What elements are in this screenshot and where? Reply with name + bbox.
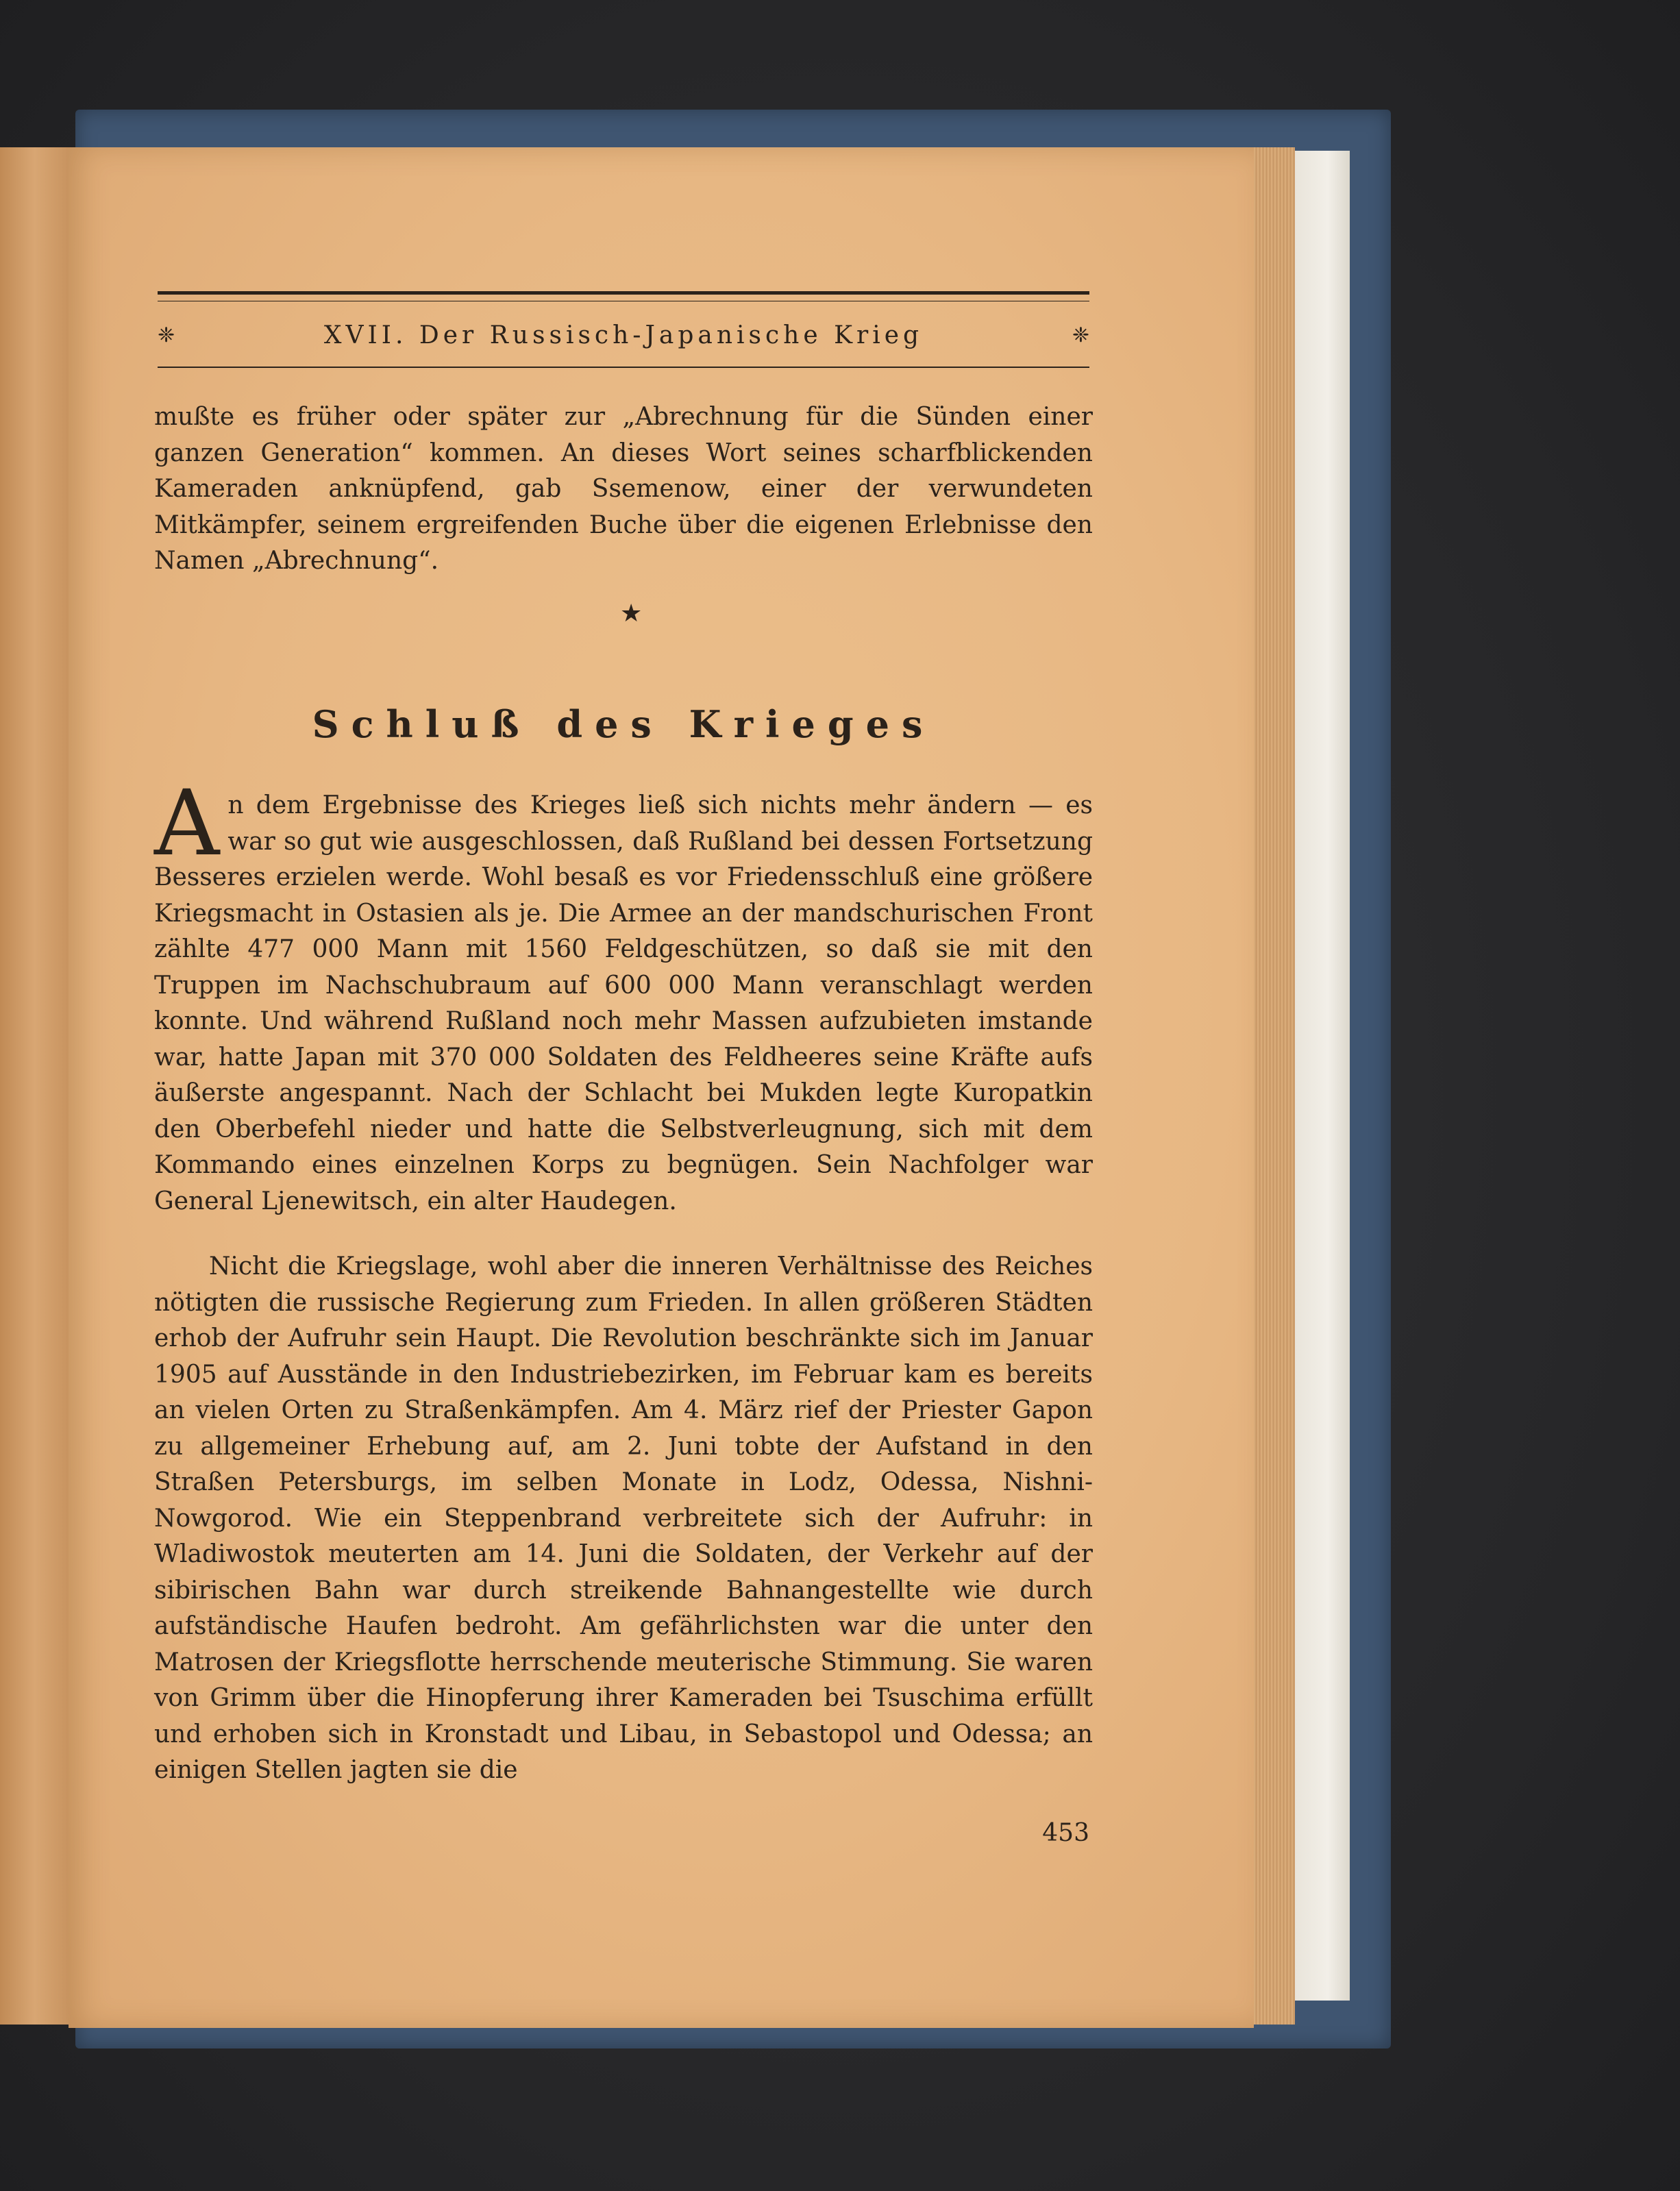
star-separator-icon: ★ bbox=[620, 599, 643, 628]
book-page bbox=[69, 147, 1254, 2028]
paragraph-opening-text: n dem Ergebnisse des Krieges ließ sich nichts mehr ändern — es war so gut wie ausgeschlossen, daß Rußland bei dessen Fortsetzung Besseres erzielen werde. Wohl besaß es vor Friedensschluß eine größere Kriegsmacht in Ostasien als je. Die Armee an der mandschurischen Front zählte 477 000 Mann mit 1560 Feldgeschützen, so daß sie mit den Truppen im Nachschubraum auf 600 000 Mann veranschlagt werden konnte. Und während Rußland noch mehr Massen aufzubieten imstande war, hatte Japan mit 370 000 Soldaten des Feldheeres seine Kräfte aufs äußerste angespannt. Nach der Schlacht bei Mukden legte Kuropatkin den Oberbefehl nieder und hatte die Selbstverleugnung, sich mit dem Kommando eines einzelnen Korps zu begnügen. Sein Nachfolger war General Ljenewitsch, ein alter Haudegen. bbox=[154, 791, 1093, 1215]
section-heading: Schluß des Krieges bbox=[312, 702, 935, 746]
paragraph-revolution: Nicht die Kriegslage, wohl aber die inneren Verhältnisse des Reiches nötigten die russische Regierung zum Frieden. In allen größeren Städten erhob der Aufruhr sein Haupt. Die Revolution beschränkte sich im Januar 1905 auf Ausstände in den Industriebezirken, im Februar kam es bereits an vielen Orten zu Straßenkämpfen. Am 4. März rief der Priester Gapon zu allgemeiner Erhebung auf, am 2. Juni tobte der Aufstand in den Straßen Petersburgs, im selben Monate in Lodz, Odessa, Nishni-Nowgorod. Wie ein Steppenbrand verbreitete sich der Aufruhr: in Wladiwostok meuterten am 14. Juni die Soldaten, der Verkehr auf der sibirischen Bahn war durch streikende Bahnangestellte wie durch aufständische Haufen bedroht. Am gefährlichsten war die unter den Matrosen der Kriegsflotte herrschende meuterische Stimmung. Sie waren von Grimm über die Hinopferung ihrer Kameraden bei Tsuschima erfüllt und erhoben sich in Kronstadt und Libau, in Sebastopol und Odessa; an einigen Stellen jagten sie die bbox=[154, 1252, 1093, 1784]
paragraph-continued: mußte es früher oder später zur „Abrechnung für die Sünden einer ganzen Generation“ kommen. An dieses Wort seines scharfblickenden Kameraden anknüpfend, gab Ssemenow, einer der verwundeten Mitkämpfer, seinem ergreifenden Buche über die eigenen Erlebnisse den Namen „Abrechnung“. bbox=[154, 403, 1093, 575]
page-number: 453 bbox=[1042, 1819, 1089, 1847]
left-page-edge bbox=[0, 147, 77, 2025]
running-header bbox=[158, 319, 1089, 353]
header-rule-bottom bbox=[158, 367, 1089, 368]
page-block-edges bbox=[1247, 147, 1295, 2025]
drop-cap: A bbox=[154, 771, 220, 876]
running-header-title: XVII. Der Russisch-Japanische Krieg bbox=[323, 321, 924, 349]
header-rule-thick bbox=[158, 291, 1089, 295]
paragraph-opening bbox=[154, 771, 1093, 1220]
ornament-right-icon: ❈ bbox=[1072, 323, 1089, 347]
endpaper-strip bbox=[1295, 151, 1350, 2001]
ornament-left-icon: ❈ bbox=[158, 323, 175, 347]
